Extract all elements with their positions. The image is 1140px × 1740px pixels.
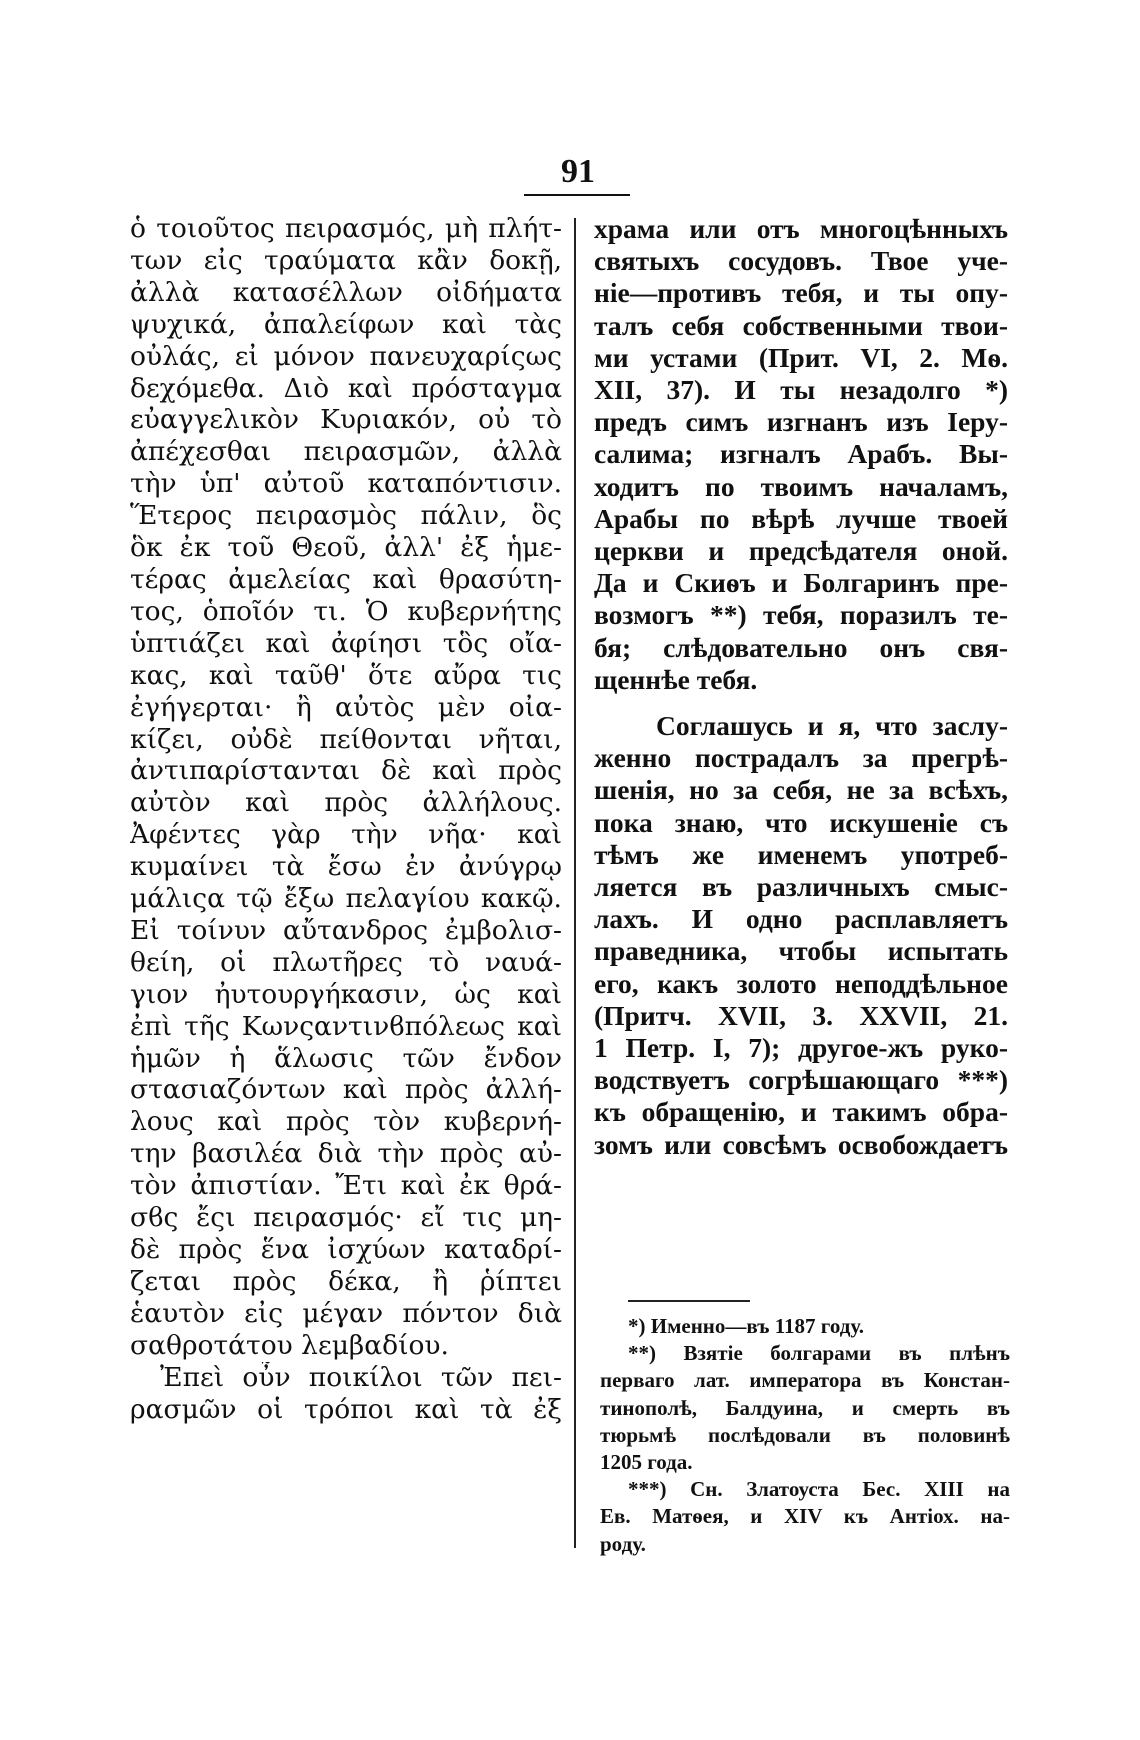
footnote-rule [628,1300,750,1302]
greek-line: Ἀφέντες γὰρ τὴν νῆα· καὶ [130,819,562,851]
greek-line: μάλιςα τῷ ἔξω πελαγίου κακῷ. [130,883,562,915]
russian-line: щеннѣе тебя. [594,663,758,695]
greek-line: αὐτὸν καὶ πρὸς ἀλλήλους. [130,787,562,819]
russian-line: (Притч. XVII, 3. XXVII, 21. [594,999,1008,1031]
footnote-line: тюрьмѣ послѣдовали въ половинѣ [600,1422,1010,1447]
russian-line: ходитъ по твоимъ началамъ, [594,470,1008,502]
greek-line: λους καὶ πρὸς τὸν κυβερνή- [130,1106,562,1138]
greek-line: ἀντιπαρίστανται δὲ καὶ πρὸς [130,755,562,787]
russian-line: святыхъ сосудовъ. Твое уче- [594,245,1008,277]
russian-line: его, какъ золото неподдѣльное [594,967,1008,999]
greek-line: ἐγήγερται· ἢ αὐτὸς μὲν οἰα- [130,691,562,723]
greek-line: ρασμῶν οἱ τρόποι καὶ τὰ ἐξ [130,1393,562,1425]
russian-line: къ обращенію, и такимъ обра- [594,1096,1008,1128]
russian-line: Соглашусь и я, что заслу- [656,710,1008,742]
footnote-line: тинополѣ, Балдуина, и смерть въ [600,1395,1010,1420]
greek-line: την βασιλέα διὰ τὴν πρὸς αὐ- [130,1138,562,1170]
footnote-line: Ев. Матѳея, и XIV къ Антіох. на- [600,1504,1010,1529]
greek-line: δεχόμεθα. Διὸ καὶ πρόσταγμα [130,372,562,404]
russian-line: водствуетъ согрѣшающаго ***) [594,1064,1008,1096]
footnote-line: ***) Сн. Златоуста Бес. XIII на [628,1477,1010,1502]
greek-line: σϐς ἔςι πειρασμός· εἴ τις μη- [130,1202,562,1234]
footnote-line: перваго лат. императора въ Констан- [600,1368,1010,1393]
russian-line: зомъ или совсѣмъ освобождаетъ [594,1128,1008,1160]
russian-line: шенія, но за себя, не за всѣхъ, [594,774,1008,806]
footnotes [600,1313,1010,1558]
footnote-line: *) Именно—въ 1187 году. [628,1314,864,1338]
greek-line: ἡμῶν ἡ ἅλωσις τῶν ἔνδον [130,1042,562,1074]
russian-line: женно пострадалъ за прегрѣ- [594,742,1008,774]
greek-line: γιον ἠυτουργήκασιν, ὡς καὶ [130,978,562,1010]
greek-line: ὑπτιάζει καὶ ἀφίησι τὃς οἴα- [130,627,562,659]
greek-line: ζεται πρὸς δέκα, ἢ ῥίπτει [130,1265,562,1297]
greek-line: ἑαυτὸν εἰς μέγαν πόντον διὰ [130,1297,562,1329]
greek-line: Ἕτερος πειρασμὸς πάλιν, ὃς [130,500,562,532]
russian-line: салима; изгналъ Арабъ. Вы- [594,438,1008,470]
column-divider [574,218,576,1548]
greek-line: κίζει, οὐδὲ πείθονται νῆται, [130,723,562,755]
footnote-line: роду. [600,1531,646,1556]
russian-text-column [594,213,1008,1161]
greek-line: των εἰς τραύματα κἂν δοκῇ, [130,244,562,276]
russian-line: лахъ. И одно расплавляетъ [594,903,1008,935]
page-number: 91 [561,153,595,190]
russian-line: ляется въ различныхъ смыс- [594,871,1008,903]
greek-text-column [130,213,562,1425]
greek-line: κυμαίνει τὰ ἔσω ἐν ἀνύγρῳ [130,851,562,883]
russian-line: Арабы по вѣрѣ лучше твоей [594,502,1008,534]
paragraph-gap [594,696,1008,710]
greek-line: ἀλλὰ κατασέλλων οἰδήματα [130,276,562,308]
russian-line: церкви и предсѣдателя оной. [594,535,1008,567]
russian-line: храма или отъ многоцѣнныхъ [594,213,1008,244]
greek-line: τὴν ὑπ' αὐτοῦ καταπόντισιν. [130,468,562,500]
greek-line: οὐλάς, εἰ μόνον πανευχαρίςως [130,340,562,372]
russian-line: Да и Скиѳъ и Болгаринъ пре- [594,567,1008,599]
greek-line: Ἐπεὶ οὖν ποικίλοι τῶν πει- [160,1361,562,1393]
footnote-line: **) Взятіе болгарами въ плѣнъ [628,1341,1010,1366]
greek-line: ὃκ ἐκ τοῦ Θεοῦ, ἀλλ' ἐξ ἡμε- [130,532,562,564]
russian-line: талъ себя собственными твои- [594,309,1008,341]
russian-line: тѣмъ же именемъ употреб- [594,838,1008,870]
russian-line: ми устами (Прит. VI, 2. Мѳ. [594,341,1008,373]
greek-line: στασιαζόντων καὶ πρὸς ἀλλή- [130,1074,562,1106]
greek-line: ἀπέχεσθαι πειρασμῶν, ἀλλὰ [130,436,562,468]
greek-line: τέρας ἀμελείας καὶ θρασύτη- [130,563,562,595]
greek-line: θείη, οἱ πλωτῆρες τὸ ναυά- [130,946,562,978]
greek-line: Εἰ τοίνυν αὔτανδρος ἐμβολισ- [130,914,562,946]
greek-line: δὲ πρὸς ἕνα ἰσχύων καταδρί- [130,1234,562,1265]
greek-line: κας, καὶ ταῦθ' ὅτε αὔρα τις [130,659,562,691]
greek-line: τὸν ἀπιστίαν. Ἔτι καὶ ἐκ θρά- [130,1170,562,1202]
russian-line: 1 Петр. I, 7); другое-жъ руко- [594,1032,1008,1064]
greek-line: σαθροτάτου λεμβαδίου. [130,1329,449,1361]
greek-line: ἐπὶ τῆς Κωνςαντινϐπόλεως καὶ [130,1010,562,1042]
russian-line: возмогъ **) тебя, поразилъ те- [594,599,1008,631]
russian-line: бя; слѣдовательно онъ свя- [594,631,1008,663]
greek-line: ψυχικά, ἀπαλείφων καὶ τὰς [130,308,562,340]
greek-line: εὐαγγελικὸν Κυριακόν, οὐ τὸ [130,404,562,436]
russian-line: праведника, чтобы испытать [594,935,1008,967]
greek-line: τος, ὁποῖόν τι. Ὁ κυβερνήτης [130,595,562,627]
russian-line: ніе—противъ тебя, и ты опу- [594,277,1008,309]
russian-line: XII, 37). И ты незадолго *) [594,374,1008,406]
russian-line: пока знаю, что искушеніе съ [594,806,1008,838]
greek-line: ὁ τοιοῦτος πειρασμός, μὴ πλήτ- [130,213,562,244]
russian-line: предъ симъ изгнанъ изъ Іеру- [594,406,1008,438]
page-number-rule [524,194,630,196]
footnote-line: 1205 года. [600,1450,693,1475]
